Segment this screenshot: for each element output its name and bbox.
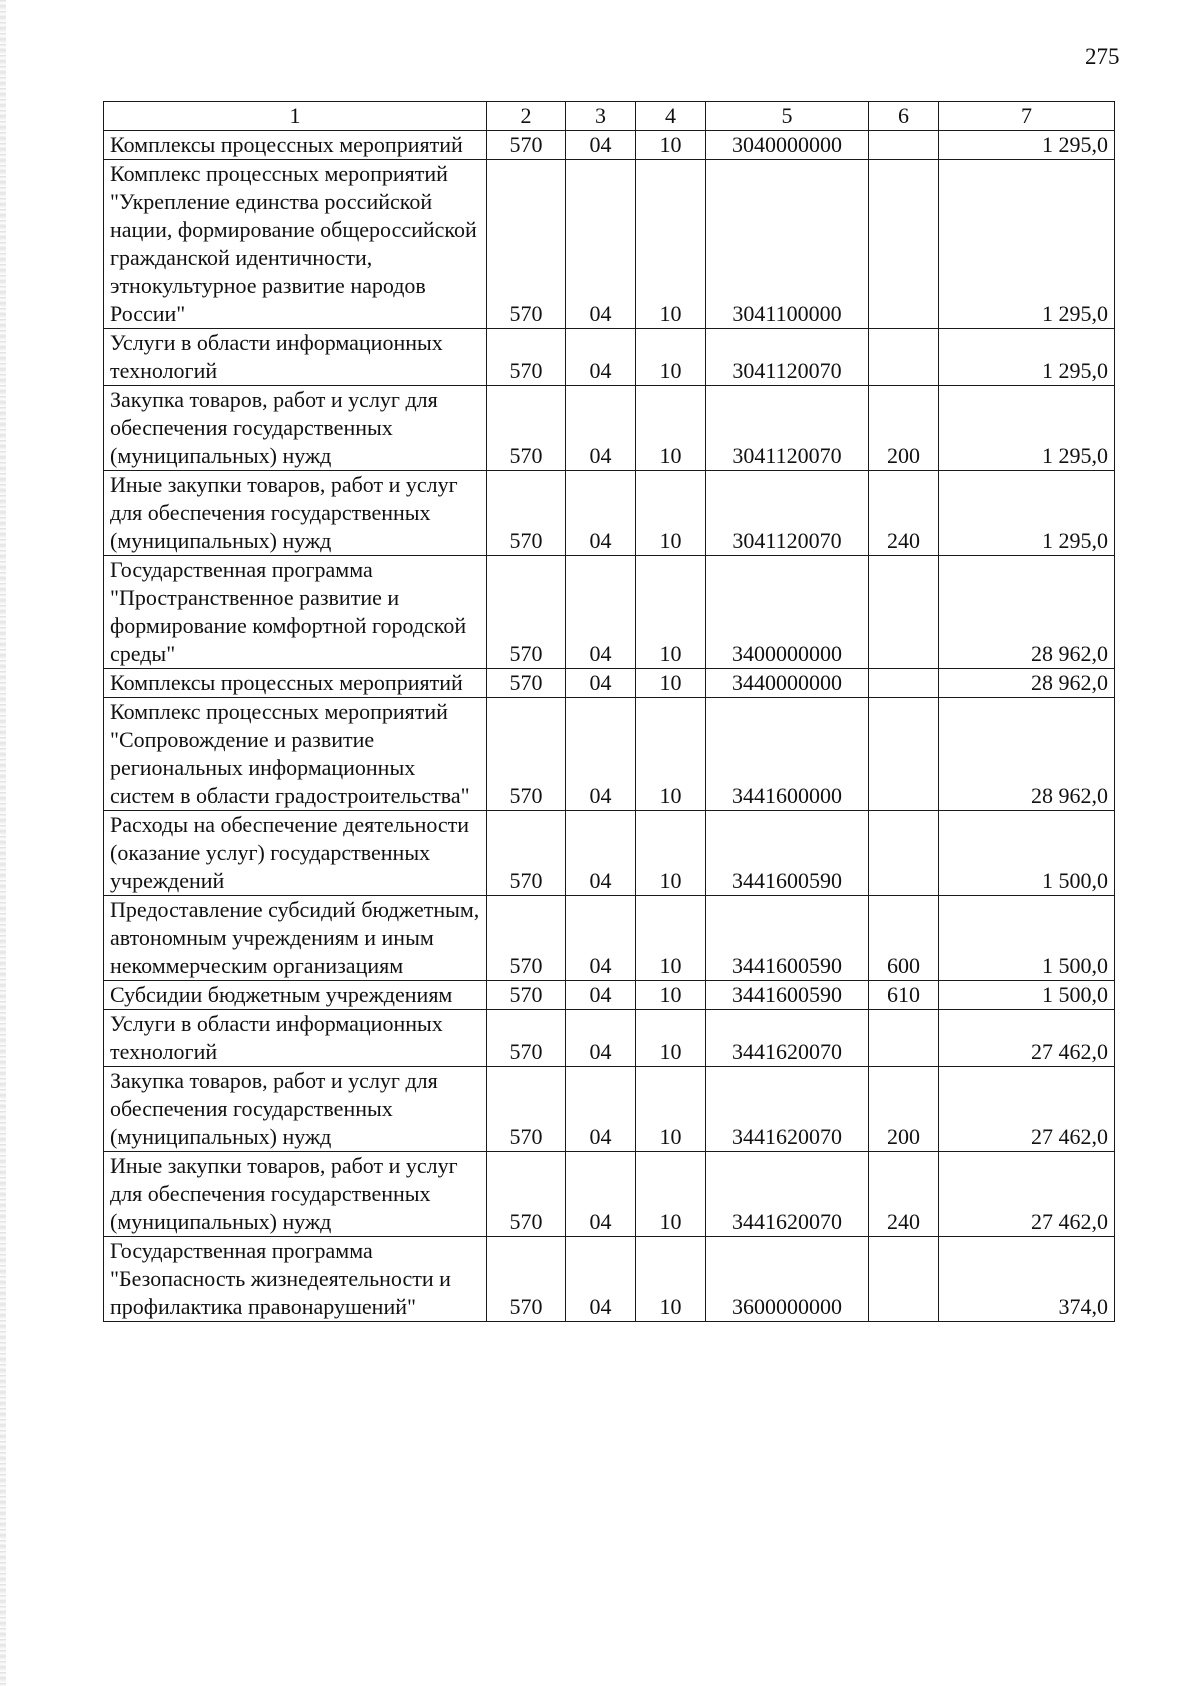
- row-code-5-cell: 3441600590: [706, 896, 869, 981]
- row-code-4-cell: 10: [636, 698, 706, 811]
- row-name-cell: Услуги в области информационных технологий: [104, 329, 487, 386]
- row-code-2-cell: 570: [487, 386, 566, 471]
- row-code-3-cell: 04: [566, 329, 636, 386]
- row-amount-cell: 1 295,0: [939, 329, 1115, 386]
- page-number: 275: [1085, 44, 1120, 69]
- row-amount-cell: 1 295,0: [939, 386, 1115, 471]
- row-code-6-cell: 600: [869, 896, 939, 981]
- row-code-2-cell: 570: [487, 981, 566, 1010]
- header-cell-3: 3: [566, 102, 636, 131]
- row-name-cell: Комплексы процессных мероприятий: [104, 669, 487, 698]
- row-name-cell: Расходы на обеспечение деятельности (оказание услуг) государственных учреждений: [104, 811, 487, 896]
- row-amount-cell: 1 500,0: [939, 981, 1115, 1010]
- row-code-3-cell: 04: [566, 131, 636, 160]
- row-code-3-cell: 04: [566, 1152, 636, 1237]
- row-code-4-cell: 10: [636, 556, 706, 669]
- row-code-6-cell: 200: [869, 1067, 939, 1152]
- row-code-3-cell: 04: [566, 669, 636, 698]
- row-code-4-cell: 10: [636, 1152, 706, 1237]
- row-name-cell: Субсидии бюджетным учреждениям: [104, 981, 487, 1010]
- row-name-cell: Иные закупки товаров, работ и услуг для обеспечения государственных (муниципальных) нужд: [104, 471, 487, 556]
- row-code-4-cell: 10: [636, 471, 706, 556]
- table-row: [104, 1237, 1115, 1322]
- row-amount-cell: 374,0: [939, 1237, 1115, 1322]
- table-row: [104, 669, 1115, 698]
- row-code-6-cell: [869, 669, 939, 698]
- row-name-cell: Закупка товаров, работ и услуг для обеспечения государственных (муниципальных) нужд: [104, 386, 487, 471]
- row-code-5-cell: 3441600590: [706, 811, 869, 896]
- row-code-6-cell: [869, 1237, 939, 1322]
- row-amount-cell: 1 295,0: [939, 160, 1115, 329]
- row-code-2-cell: 570: [487, 471, 566, 556]
- row-name-cell: Комплекс процессных мероприятий "Сопровождение и развитие региональных информационных систем в области градостроительства": [104, 698, 487, 811]
- row-name-cell: Государственная программа "Пространственное развитие и формирование комфортной городской среды": [104, 556, 487, 669]
- row-code-3-cell: 04: [566, 1237, 636, 1322]
- table-row: [104, 386, 1115, 471]
- row-code-6-cell: [869, 160, 939, 329]
- row-amount-cell: 27 462,0: [939, 1152, 1115, 1237]
- row-code-3-cell: 04: [566, 981, 636, 1010]
- row-code-2-cell: 570: [487, 698, 566, 811]
- row-code-5-cell: 3441620070: [706, 1010, 869, 1067]
- row-code-4-cell: 10: [636, 160, 706, 329]
- row-code-5-cell: 3400000000: [706, 556, 869, 669]
- table-row: [104, 981, 1115, 1010]
- row-code-5-cell: 3600000000: [706, 1237, 869, 1322]
- row-code-6-cell: 240: [869, 471, 939, 556]
- row-code-4-cell: 10: [636, 1237, 706, 1322]
- row-code-3-cell: 04: [566, 471, 636, 556]
- row-amount-cell: 28 962,0: [939, 698, 1115, 811]
- row-name-cell: Закупка товаров, работ и услуг для обеспечения государственных (муниципальных) нужд: [104, 1067, 487, 1152]
- row-code-5-cell: 3441620070: [706, 1152, 869, 1237]
- row-code-5-cell: 3041120070: [706, 471, 869, 556]
- row-amount-cell: 28 962,0: [939, 556, 1115, 669]
- row-code-6-cell: [869, 131, 939, 160]
- header-cell-1: 1: [104, 102, 487, 131]
- row-code-2-cell: 570: [487, 329, 566, 386]
- row-code-2-cell: 570: [487, 811, 566, 896]
- table-row: [104, 811, 1115, 896]
- row-code-3-cell: 04: [566, 811, 636, 896]
- table-row: [104, 1152, 1115, 1237]
- row-code-6-cell: [869, 811, 939, 896]
- scan-edge-artifact: [0, 0, 6, 1686]
- row-code-5-cell: 3441600590: [706, 981, 869, 1010]
- table-row: [104, 329, 1115, 386]
- row-code-6-cell: 610: [869, 981, 939, 1010]
- row-code-4-cell: 10: [636, 896, 706, 981]
- row-name-cell: Государственная программа "Безопасность жизнедеятельности и профилактика правонарушений": [104, 1237, 487, 1322]
- row-code-5-cell: 3441600000: [706, 698, 869, 811]
- row-code-2-cell: 570: [487, 1152, 566, 1237]
- row-code-3-cell: 04: [566, 386, 636, 471]
- row-code-3-cell: 04: [566, 1067, 636, 1152]
- table-row: [104, 1067, 1115, 1152]
- row-amount-cell: 27 462,0: [939, 1010, 1115, 1067]
- row-code-5-cell: 3041120070: [706, 329, 869, 386]
- row-code-4-cell: 10: [636, 1067, 706, 1152]
- row-code-4-cell: 10: [636, 329, 706, 386]
- row-code-6-cell: [869, 329, 939, 386]
- row-code-3-cell: 04: [566, 698, 636, 811]
- table-row: [104, 896, 1115, 981]
- row-code-2-cell: 570: [487, 131, 566, 160]
- table-header-row: [104, 102, 1115, 131]
- row-amount-cell: 27 462,0: [939, 1067, 1115, 1152]
- table-row: [104, 556, 1115, 669]
- table-row: [104, 131, 1115, 160]
- row-code-6-cell: 240: [869, 1152, 939, 1237]
- row-code-2-cell: 570: [487, 1237, 566, 1322]
- row-name-cell: Иные закупки товаров, работ и услуг для обеспечения государственных (муниципальных) нужд: [104, 1152, 487, 1237]
- row-code-3-cell: 04: [566, 160, 636, 329]
- row-code-3-cell: 04: [566, 896, 636, 981]
- row-amount-cell: 1 500,0: [939, 811, 1115, 896]
- row-code-2-cell: 570: [487, 669, 566, 698]
- header-cell-4: 4: [636, 102, 706, 131]
- row-code-6-cell: [869, 1010, 939, 1067]
- row-code-5-cell: 3041100000: [706, 160, 869, 329]
- row-code-5-cell: 3440000000: [706, 669, 869, 698]
- row-code-2-cell: 570: [487, 1067, 566, 1152]
- row-code-4-cell: 10: [636, 811, 706, 896]
- row-code-4-cell: 10: [636, 386, 706, 471]
- row-amount-cell: 1 295,0: [939, 131, 1115, 160]
- row-amount-cell: 28 962,0: [939, 669, 1115, 698]
- row-name-cell: Комплекс процессных мероприятий "Укрепление единства российской нации, формирование общероссийской гражданской идентичности, этнокультурное развитие народов России": [104, 160, 487, 329]
- table-row: [104, 471, 1115, 556]
- header-cell-6: 6: [869, 102, 939, 131]
- row-code-2-cell: 570: [487, 556, 566, 669]
- row-code-4-cell: 10: [636, 981, 706, 1010]
- row-code-5-cell: 3441620070: [706, 1067, 869, 1152]
- row-code-3-cell: 04: [566, 1010, 636, 1067]
- row-code-2-cell: 570: [487, 160, 566, 329]
- row-amount-cell: 1 500,0: [939, 896, 1115, 981]
- row-code-6-cell: 200: [869, 386, 939, 471]
- header-cell-7: 7: [939, 102, 1115, 131]
- table-row: [104, 698, 1115, 811]
- row-code-5-cell: 3040000000: [706, 131, 869, 160]
- table-row: [104, 1010, 1115, 1067]
- row-amount-cell: 1 295,0: [939, 471, 1115, 556]
- row-name-cell: Услуги в области информационных технологий: [104, 1010, 487, 1067]
- table-row: [104, 160, 1115, 329]
- row-code-6-cell: [869, 556, 939, 669]
- row-name-cell: Комплексы процессных мероприятий: [104, 131, 487, 160]
- row-code-5-cell: 3041120070: [706, 386, 869, 471]
- row-code-2-cell: 570: [487, 896, 566, 981]
- row-name-cell: Предоставление субсидий бюджетным, автономным учреждениям и иным некоммерческим организациям: [104, 896, 487, 981]
- row-code-2-cell: 570: [487, 1010, 566, 1067]
- row-code-4-cell: 10: [636, 669, 706, 698]
- header-cell-2: 2: [487, 102, 566, 131]
- row-code-3-cell: 04: [566, 556, 636, 669]
- header-cell-5: 5: [706, 102, 869, 131]
- budget-table: [103, 101, 1115, 1322]
- row-code-6-cell: [869, 698, 939, 811]
- row-code-4-cell: 10: [636, 131, 706, 160]
- row-code-4-cell: 10: [636, 1010, 706, 1067]
